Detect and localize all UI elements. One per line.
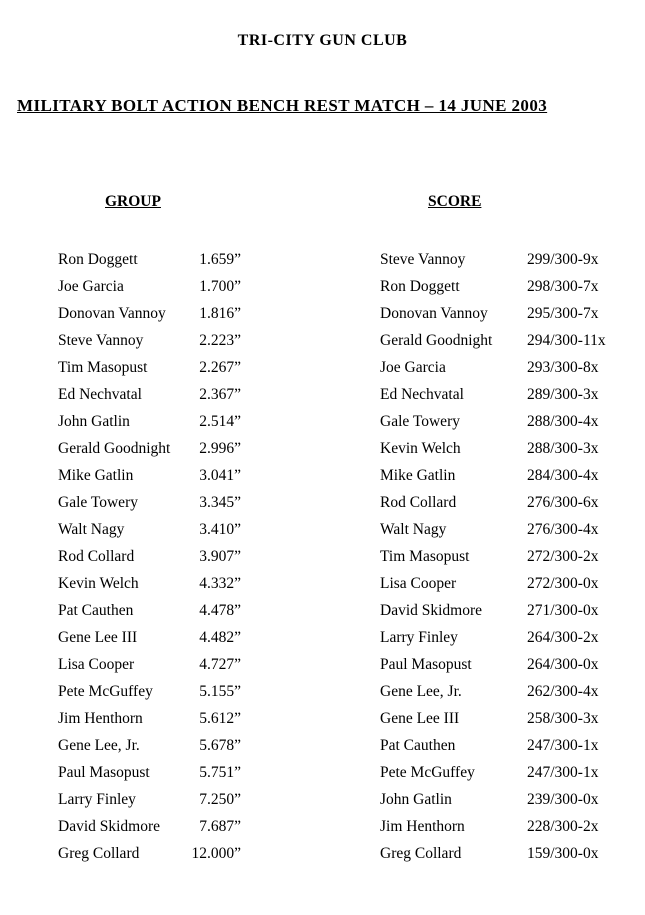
group-size-value: 1.816” bbox=[199, 305, 241, 322]
group-size-value: 4.478” bbox=[199, 602, 241, 619]
shooter-name: Joe Garcia bbox=[380, 359, 446, 376]
group-size-value: 2.267” bbox=[199, 359, 241, 376]
group-size-value: 12.000” bbox=[191, 845, 241, 862]
group-size-value: 3.907” bbox=[199, 548, 241, 565]
group-size-value: 3.041” bbox=[199, 467, 241, 484]
group-size-value: 7.687” bbox=[199, 818, 241, 835]
table-row bbox=[380, 462, 604, 489]
table-row bbox=[58, 624, 241, 651]
score-results-table bbox=[380, 193, 604, 867]
table-row bbox=[380, 786, 604, 813]
table-row bbox=[380, 354, 604, 381]
group-size-value: 3.410” bbox=[199, 521, 241, 538]
group-size-value: 2.514” bbox=[199, 413, 241, 430]
table-row bbox=[380, 300, 604, 327]
table-row bbox=[58, 732, 241, 759]
group-size-value: 5.751” bbox=[199, 764, 241, 781]
table-row bbox=[380, 732, 604, 759]
score-value: 271/300-0x bbox=[527, 602, 599, 619]
shooter-name: Joe Garcia bbox=[58, 278, 124, 295]
shooter-name: Gale Towery bbox=[380, 413, 460, 430]
score-value: 299/300-9x bbox=[527, 251, 599, 268]
shooter-name: Lisa Cooper bbox=[380, 575, 457, 592]
table-row bbox=[58, 354, 241, 381]
table-row bbox=[380, 381, 604, 408]
score-value: 295/300-7x bbox=[527, 305, 599, 322]
score-value: 288/300-3x bbox=[527, 440, 599, 457]
score-value: 288/300-4x bbox=[527, 413, 599, 430]
shooter-name: Jim Henthorn bbox=[58, 710, 143, 727]
shooter-name: Tim Masopust bbox=[380, 548, 470, 565]
table-row bbox=[58, 840, 241, 867]
shooter-name: Larry Finley bbox=[380, 629, 458, 646]
score-value: 247/300-1x bbox=[527, 764, 599, 781]
table-row bbox=[58, 462, 241, 489]
score-column-header: SCORE bbox=[428, 193, 482, 210]
table-row bbox=[58, 489, 241, 516]
group-size-value: 1.659” bbox=[199, 251, 241, 268]
score-value: 276/300-6x bbox=[527, 494, 599, 511]
table-row bbox=[58, 516, 241, 543]
score-value: 264/300-0x bbox=[527, 656, 599, 673]
group-size-value: 7.250” bbox=[199, 791, 241, 808]
score-value: 264/300-2x bbox=[527, 629, 599, 646]
table-row bbox=[380, 516, 604, 543]
table-row bbox=[380, 246, 604, 273]
shooter-name: Ron Doggett bbox=[380, 278, 460, 295]
group-size-value: 1.700” bbox=[199, 278, 241, 295]
shooter-name: Rod Collard bbox=[58, 548, 135, 565]
score-value: 247/300-1x bbox=[527, 737, 599, 754]
shooter-name: Gene Lee III bbox=[58, 629, 138, 646]
shooter-name: Larry Finley bbox=[58, 791, 136, 808]
table-row bbox=[58, 435, 241, 462]
shooter-name: Pete McGuffey bbox=[380, 764, 475, 781]
table-row bbox=[58, 651, 241, 678]
table-row bbox=[58, 543, 241, 570]
table-row bbox=[380, 570, 604, 597]
shooter-name: Tim Masopust bbox=[58, 359, 148, 376]
group-size-value: 4.332” bbox=[199, 575, 241, 592]
table-row bbox=[380, 813, 604, 840]
table-row bbox=[380, 705, 604, 732]
shooter-name: Mike Gatlin bbox=[58, 467, 134, 484]
match-heading: MILITARY BOLT ACTION BENCH REST MATCH – 14 JUNE 2003 bbox=[17, 96, 548, 116]
shooter-name: Ed Nechvatal bbox=[58, 386, 142, 403]
shooter-name: Paul Masopust bbox=[380, 656, 472, 673]
shooter-name: Mike Gatlin bbox=[380, 467, 456, 484]
group-rows bbox=[58, 246, 241, 867]
shooter-name: Walt Nagy bbox=[380, 521, 447, 538]
table-row bbox=[380, 678, 604, 705]
group-size-value: 5.155” bbox=[199, 683, 241, 700]
score-value: 258/300-3x bbox=[527, 710, 599, 727]
shooter-name: Kevin Welch bbox=[58, 575, 139, 592]
table-row bbox=[58, 408, 241, 435]
shooter-name: Greg Collard bbox=[380, 845, 462, 862]
shooter-name: Gerald Goodnight bbox=[380, 332, 493, 349]
score-rows bbox=[380, 246, 604, 867]
table-row bbox=[58, 813, 241, 840]
score-value: 284/300-4x bbox=[527, 467, 599, 484]
shooter-name: Steve Vannoy bbox=[58, 332, 144, 349]
group-results-table bbox=[58, 193, 241, 867]
shooter-name: David Skidmore bbox=[58, 818, 161, 835]
table-row bbox=[380, 408, 604, 435]
shooter-name: Ron Doggett bbox=[58, 251, 138, 268]
table-row bbox=[58, 300, 241, 327]
table-row bbox=[58, 786, 241, 813]
shooter-name: Rod Collard bbox=[380, 494, 457, 511]
table-row bbox=[58, 597, 241, 624]
score-value: 272/300-2x bbox=[527, 548, 599, 565]
shooter-name: Greg Collard bbox=[58, 845, 140, 862]
score-value: 239/300-0x bbox=[527, 791, 599, 808]
shooter-name: Gerald Goodnight bbox=[58, 440, 171, 457]
shooter-name: Gene Lee III bbox=[380, 710, 460, 727]
score-value: 289/300-3x bbox=[527, 386, 599, 403]
group-size-value: 5.678” bbox=[199, 737, 241, 754]
shooter-name: Gene Lee, Jr. bbox=[58, 737, 140, 754]
shooter-name: Walt Nagy bbox=[58, 521, 125, 538]
table-row bbox=[58, 381, 241, 408]
table-row bbox=[380, 624, 604, 651]
table-row bbox=[58, 327, 241, 354]
shooter-name: Donovan Vannoy bbox=[380, 305, 488, 322]
table-row bbox=[58, 678, 241, 705]
score-value: 298/300-7x bbox=[527, 278, 599, 295]
shooter-name: Pat Cauthen bbox=[380, 737, 456, 754]
shooter-name: Jim Henthorn bbox=[380, 818, 465, 835]
group-size-value: 3.345” bbox=[199, 494, 241, 511]
shooter-name: Paul Masopust bbox=[58, 764, 150, 781]
group-column-header: GROUP bbox=[105, 193, 161, 210]
shooter-name: Gale Towery bbox=[58, 494, 138, 511]
score-value: 276/300-4x bbox=[527, 521, 599, 538]
table-row bbox=[380, 759, 604, 786]
group-size-value: 5.612” bbox=[199, 710, 241, 727]
shooter-name: Kevin Welch bbox=[380, 440, 461, 457]
table-row bbox=[380, 327, 604, 354]
score-value: 294/300-11x bbox=[527, 332, 606, 349]
table-row bbox=[380, 489, 604, 516]
score-value: 262/300-4x bbox=[527, 683, 599, 700]
table-row bbox=[380, 435, 604, 462]
table-row bbox=[380, 543, 604, 570]
shooter-name: Pete McGuffey bbox=[58, 683, 153, 700]
shooter-name: John Gatlin bbox=[58, 413, 130, 430]
group-size-value: 2.996” bbox=[199, 440, 241, 457]
table-row bbox=[58, 705, 241, 732]
score-value: 293/300-8x bbox=[527, 359, 599, 376]
table-row bbox=[58, 246, 241, 273]
shooter-name: John Gatlin bbox=[380, 791, 452, 808]
group-size-value: 4.482” bbox=[199, 629, 241, 646]
group-size-value: 2.223” bbox=[199, 332, 241, 349]
table-row bbox=[380, 651, 604, 678]
table-row bbox=[58, 273, 241, 300]
table-row bbox=[380, 597, 604, 624]
table-row bbox=[58, 759, 241, 786]
shooter-name: Pat Cauthen bbox=[58, 602, 134, 619]
group-size-value: 4.727” bbox=[199, 656, 241, 673]
group-size-value: 2.367” bbox=[199, 386, 241, 403]
shooter-name: Gene Lee, Jr. bbox=[380, 683, 462, 700]
shooter-name: Donovan Vannoy bbox=[58, 305, 166, 322]
shooter-name: Steve Vannoy bbox=[380, 251, 466, 268]
shooter-name: David Skidmore bbox=[380, 602, 483, 619]
score-value: 272/300-0x bbox=[527, 575, 599, 592]
table-row bbox=[380, 273, 604, 300]
shooter-name: Lisa Cooper bbox=[58, 656, 135, 673]
shooter-name: Ed Nechvatal bbox=[380, 386, 464, 403]
score-value: 159/300-0x bbox=[527, 845, 599, 862]
table-row bbox=[58, 570, 241, 597]
score-value: 228/300-2x bbox=[527, 818, 599, 835]
table-row bbox=[380, 840, 604, 867]
page-title: TRI-CITY GUN CLUB bbox=[237, 31, 408, 49]
